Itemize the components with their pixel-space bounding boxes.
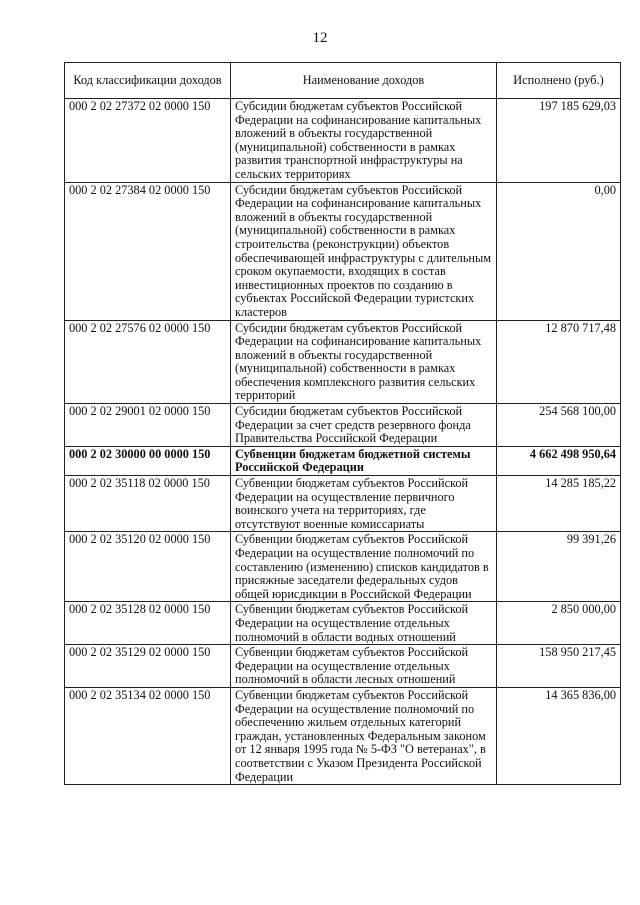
row-name: Субвенции бюджетам субъектов Российской Федерации на осуществление полномочий по обеспечению жильем отдельных категорий граждан, установленных Федеральным законом от 12 января 1995 года № 5-ФЗ "О ветеранах", в соответствии с Указом Президента Российской Федерации bbox=[231, 687, 497, 784]
row-code: 000 2 02 27384 02 0000 150 bbox=[65, 182, 231, 320]
table-row bbox=[65, 602, 621, 645]
row-amount: 2 850 000,00 bbox=[497, 602, 621, 645]
table-body bbox=[65, 99, 621, 785]
row-name: Субвенции бюджетам субъектов Российской Федерации на осуществление полномочий по составлению (изменению) списков кандидатов в присяжные заседатели федеральных судов общей юрисдикции в Российской Федерации bbox=[231, 532, 497, 602]
row-amount: 12 870 717,48 bbox=[497, 320, 621, 404]
row-name: Субсидии бюджетам субъектов Российской Федерации на софинансирование капитальных вложений в объекты государственной (муниципальной) собственности в рамках обеспечения комплексного развития сельских территорий bbox=[231, 320, 497, 404]
table-row bbox=[65, 476, 621, 532]
row-code: 000 2 02 35120 02 0000 150 bbox=[65, 532, 231, 602]
row-name: Субвенции бюджетам субъектов Российской Федерации на осуществление отдельных полномочий в области водных отношений bbox=[231, 602, 497, 645]
row-amount: 4 662 498 950,64 bbox=[497, 446, 621, 475]
row-amount: 254 568 100,00 bbox=[497, 404, 621, 447]
row-code: 000 2 02 35128 02 0000 150 bbox=[65, 602, 231, 645]
table-header-row bbox=[65, 63, 621, 99]
row-name: Субвенции бюджетам субъектов Российской Федерации на осуществление первичного воинского учета на территориях, где отсутствуют военные комиссариаты bbox=[231, 476, 497, 532]
row-code: 000 2 02 27372 02 0000 150 bbox=[65, 99, 231, 183]
row-name: Субвенции бюджетам субъектов Российской Федерации на осуществление отдельных полномочий в области лесных отношений bbox=[231, 645, 497, 688]
row-amount: 99 391,26 bbox=[497, 532, 621, 602]
page-number: 12 bbox=[312, 30, 328, 46]
row-name: Субсидии бюджетам субъектов Российской Федерации за счет средств резервного фонда Правительства Российской Федерации bbox=[231, 404, 497, 447]
row-name: Субсидии бюджетам субъектов Российской Федерации на софинансирование капитальных вложений в объекты государственной (муниципальной) собственности в рамках строительства (реконструкции) объектов обеспечивающей инфраструктуры с длительным сроком окупаемости, входящих в состав инвестиционных проектов по созданию в субъектах Российской Федерации туристских кластеров bbox=[231, 182, 497, 320]
row-amount: 158 950 217,45 bbox=[497, 645, 621, 688]
row-amount: 14 365 836,00 bbox=[497, 687, 621, 784]
row-code: 000 2 02 35129 02 0000 150 bbox=[65, 645, 231, 688]
header-amount: Исполнено (руб.) bbox=[497, 63, 621, 99]
row-amount: 197 185 629,03 bbox=[497, 99, 621, 183]
table-row bbox=[65, 182, 621, 320]
table-row bbox=[65, 99, 621, 183]
row-amount: 14 285 185,22 bbox=[497, 476, 621, 532]
table-row bbox=[65, 404, 621, 447]
row-name: Субсидии бюджетам субъектов Российской Федерации на софинансирование капитальных вложений в объекты государственной (муниципальной) собственности в рамках развития транспортной инфраструктуры на сельских территориях bbox=[231, 99, 497, 183]
table-row bbox=[65, 320, 621, 404]
header-code: Код классификации доходов bbox=[65, 63, 231, 99]
table-row bbox=[65, 645, 621, 688]
income-table bbox=[64, 62, 621, 785]
row-code: 000 2 02 35118 02 0000 150 bbox=[65, 476, 231, 532]
row-code: 000 2 02 27576 02 0000 150 bbox=[65, 320, 231, 404]
row-code: 000 2 02 35134 02 0000 150 bbox=[65, 687, 231, 784]
table-row bbox=[65, 446, 621, 475]
row-name: Субвенции бюджетам бюджетной системы Российской Федерации bbox=[231, 446, 497, 475]
table-row bbox=[65, 532, 621, 602]
row-code: 000 2 02 29001 02 0000 150 bbox=[65, 404, 231, 447]
row-amount: 0,00 bbox=[497, 182, 621, 320]
table-row bbox=[65, 687, 621, 784]
row-code: 000 2 02 30000 00 0000 150 bbox=[65, 446, 231, 475]
header-name: Наименование доходов bbox=[231, 63, 497, 99]
